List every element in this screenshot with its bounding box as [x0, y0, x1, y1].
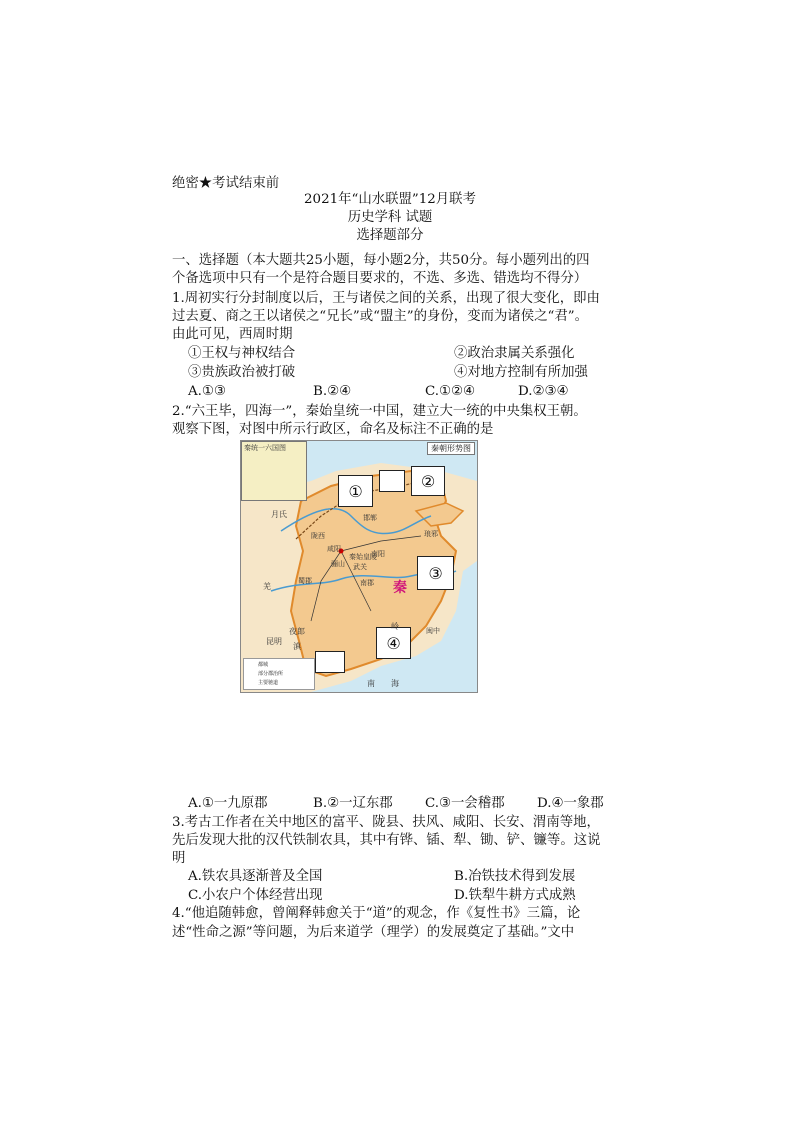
confidential-label: 绝密★考试结束前	[172, 176, 280, 191]
legend-capital: 都城	[258, 662, 269, 668]
q2-stem-2: 观察下图，对图中所示行政区，命名及标注不正确的是	[172, 422, 494, 437]
place-yelang: 夜郎	[289, 627, 305, 636]
place-xianyang: 咸阳	[327, 545, 341, 553]
map-empty-box-bottom	[315, 651, 345, 673]
q1-item-1: ①王权与神权结合	[188, 346, 296, 361]
q1-stem-1: 1.周初实行分封制度以后，王与诸侯之间的关系，出现了很大变化，即由	[172, 291, 600, 306]
place-hai: 海	[391, 679, 399, 688]
legend-road: 主要驰道	[258, 680, 279, 686]
place-langya: 琅邪	[424, 530, 438, 538]
place-shujun: 蜀郡	[298, 577, 312, 585]
place-lishan: 骊山	[331, 560, 345, 568]
q3-stem-2: 先后发现大批的汉代铁制农具，其中有铧、锸、犁、锄、铲、镰等。这说	[172, 833, 601, 848]
q4-stem-1: 4.“他追随韩愈，曾阐释韩愈关于“道”的观念，作《复性书》三篇，论	[172, 906, 581, 921]
q1-stem-3: 由此可见，西周时期	[172, 327, 293, 342]
place-nanyang: 南阳	[371, 550, 385, 558]
instructions-line-2: 个备选项中只有一个是符合题目要求的，不选、多选、错选均不得分）	[172, 271, 588, 286]
place-handan: 邯郸	[363, 514, 377, 522]
instructions-line-1: 一、选择题（本大题共25小题，每小题2分，共50分。每小题列出的四	[172, 253, 590, 268]
q4-stem-2: 述“性命之源”等问题，为后来道学（理学）的发展奠定了基础。”文中	[172, 925, 575, 940]
q1-stem-2: 过去夏、商之王以诸侯之“兄长”或“盟主”的身份，变而为诸侯之“君”。	[172, 309, 589, 324]
q1-option-b[interactable]: B.②④	[313, 384, 352, 399]
legend-commandery: 部分郡治所	[258, 671, 284, 677]
q3-option-b[interactable]: B.冶铁技术得到发展	[454, 869, 576, 884]
place-longxi: 陇西	[311, 532, 325, 540]
q1-option-c[interactable]: C.①②④	[425, 384, 476, 399]
place-minzhong: 闽中	[426, 627, 440, 635]
qin-dynasty-map	[240, 440, 478, 693]
q1-item-4: ④对地方控制有所加强	[454, 365, 588, 380]
map-empty-box-top	[379, 470, 405, 492]
place-ling: 岭	[391, 622, 399, 631]
q1-option-a[interactable]: A.①③	[188, 384, 226, 399]
place-mausoleum: 秦始皇陵	[349, 553, 377, 561]
q1-option-d[interactable]: D.②③④	[518, 384, 569, 399]
map-legend	[243, 658, 315, 690]
q3-option-c[interactable]: C.小农户个体经营出现	[188, 888, 323, 903]
q2-option-c[interactable]: C.③一会稽郡	[425, 796, 505, 811]
q2-stem-1: 2.“六王毕，四海一”，秦始皇统一中国，建立大一统的中央集权王朝。	[172, 404, 587, 419]
subject-title: 历史学科 试题	[347, 210, 433, 225]
map-title: 秦朝形势图	[427, 442, 475, 455]
q3-stem-1: 3.考古工作者在关中地区的富平、陇县、扶风、咸阳、长安、渭南等地，	[172, 815, 600, 830]
map-label-box-1: ①	[338, 475, 373, 507]
exam-title: 2021年“山水联盟”12月联考	[304, 192, 476, 207]
place-yuezhi: 月氏	[271, 510, 287, 519]
q3-option-d[interactable]: D.铁犁牛耕方式成熟	[454, 888, 576, 903]
map-label-box-2: ②	[411, 466, 445, 496]
place-qiang: 羌	[263, 582, 271, 591]
q1-item-3: ③贵族政治被打破	[188, 365, 296, 380]
map-qin-label: 秦	[393, 580, 407, 596]
place-dian: 滇	[293, 642, 301, 651]
q1-item-2: ②政治隶属关系强化	[454, 346, 575, 361]
q3-option-a[interactable]: A.铁农具逐渐普及全国	[188, 869, 323, 884]
map-label-box-4: ④	[376, 627, 411, 659]
inset-map	[241, 441, 307, 501]
q2-option-a[interactable]: A.①一九原郡	[188, 796, 268, 811]
q2-option-d[interactable]: D.④一象郡	[537, 796, 604, 811]
q2-option-b[interactable]: B.②一辽东郡	[313, 796, 393, 811]
section-title: 选择题部分	[356, 228, 424, 243]
place-kunming: 昆明	[266, 637, 282, 646]
place-wuguan: 武关	[353, 563, 367, 571]
map-label-box-3: ③	[417, 556, 454, 590]
place-nanjun: 南郡	[360, 579, 374, 587]
place-nan: 南	[367, 679, 375, 688]
q3-stem-3: 明	[172, 851, 186, 866]
inset-title: 秦统一六国图	[244, 444, 286, 452]
